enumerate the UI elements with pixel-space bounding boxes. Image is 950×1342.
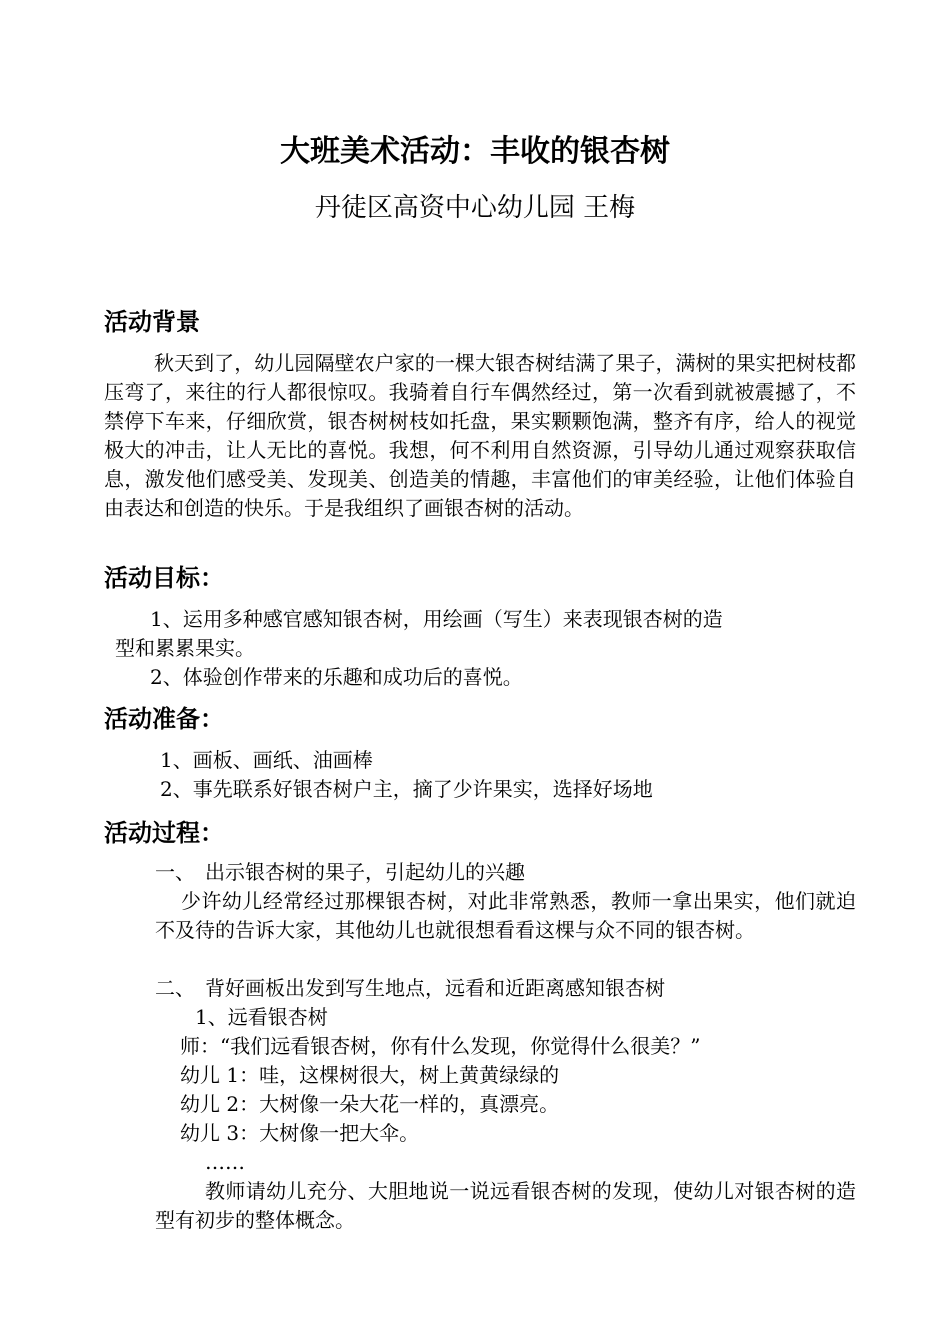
process-step-2-sub-1: 1、远看银杏树 xyxy=(195,1005,328,1029)
section-heading-process: 活动过程： xyxy=(104,819,224,847)
preparation-item-1: 1、画板、画纸、油画棒 xyxy=(160,748,373,772)
preparation-item-2: 2、事先联系好银杏树户主，摘了少许果实，选择好场地 xyxy=(160,777,653,801)
section-heading-goals: 活动目标： xyxy=(104,564,224,592)
process-step-2-title: 二、 背好画板出发到写生地点，远看和近距离感知银杏树 xyxy=(155,976,665,1000)
process-step-1-title: 一、 出示银杏树的果子，引起幼儿的兴趣 xyxy=(155,860,525,884)
process-step-1-body: 少许幼儿经常经过那棵银杏树，对此非常熟悉，教师一拿出果实，他们就迫不及待的告诉大家，其他幼儿也就很想看看这棵与众不同的银杏树。 xyxy=(155,889,856,942)
child-1-answer: 幼儿 1：哇，这棵树很大，树上黄黄绿绿的 xyxy=(180,1063,560,1087)
background-paragraph: 秋天到了，幼儿园隔壁农户家的一棵大银杏树结满了果子，满树的果实把树枝都压弯了，来往的行人都很惊叹。我骑着自行车偶然经过，第一次看到就被震撼了，不禁停下车来，仔细欣赏，银杏树树枝如托盘，果实颗颗饱满，整齐有序，给人的视觉极大的冲击，让人无比的喜悦。我想，何不利用自然资源，引导幼儿通过观察获取信息，激发他们感受美、发现美、创造美的情趣，丰富他们的审美经验，让他们体验自由表达和创造的快乐。于是我组织了画银杏树的活动。 xyxy=(104,351,856,520)
goal-item-1-line-2: 型和累累果实。 xyxy=(115,636,255,660)
ellipsis: …… xyxy=(205,1150,245,1174)
document-author: 丹徒区高资中心幼儿园 王梅 xyxy=(314,193,636,223)
process-summary: 教师请幼儿充分、大胆地说一说远看银杏树的发现，使幼儿对银杏树的造型有初步的整体概念。 xyxy=(155,1179,856,1232)
goal-item-2: 2、体验创作带来的乐趣和成功后的喜悦。 xyxy=(150,665,523,689)
child-2-answer: 幼儿 2：大树像一朵大花一样的，真漂亮。 xyxy=(180,1092,560,1116)
document-title: 大班美术活动：丰收的银杏树 xyxy=(280,134,670,169)
goal-item-1-line-1: 1、运用多种感官感知银杏树，用绘画（写生）来表现银杏树的造 xyxy=(150,607,723,631)
child-3-answer: 幼儿 3：大树像一把大伞。 xyxy=(180,1121,420,1145)
section-heading-background: 活动背景 xyxy=(104,308,200,336)
section-heading-preparation: 活动准备： xyxy=(104,705,224,733)
teacher-question: 师：“我们远看银杏树，你有什么发现，你觉得什么很美？” xyxy=(180,1034,701,1058)
